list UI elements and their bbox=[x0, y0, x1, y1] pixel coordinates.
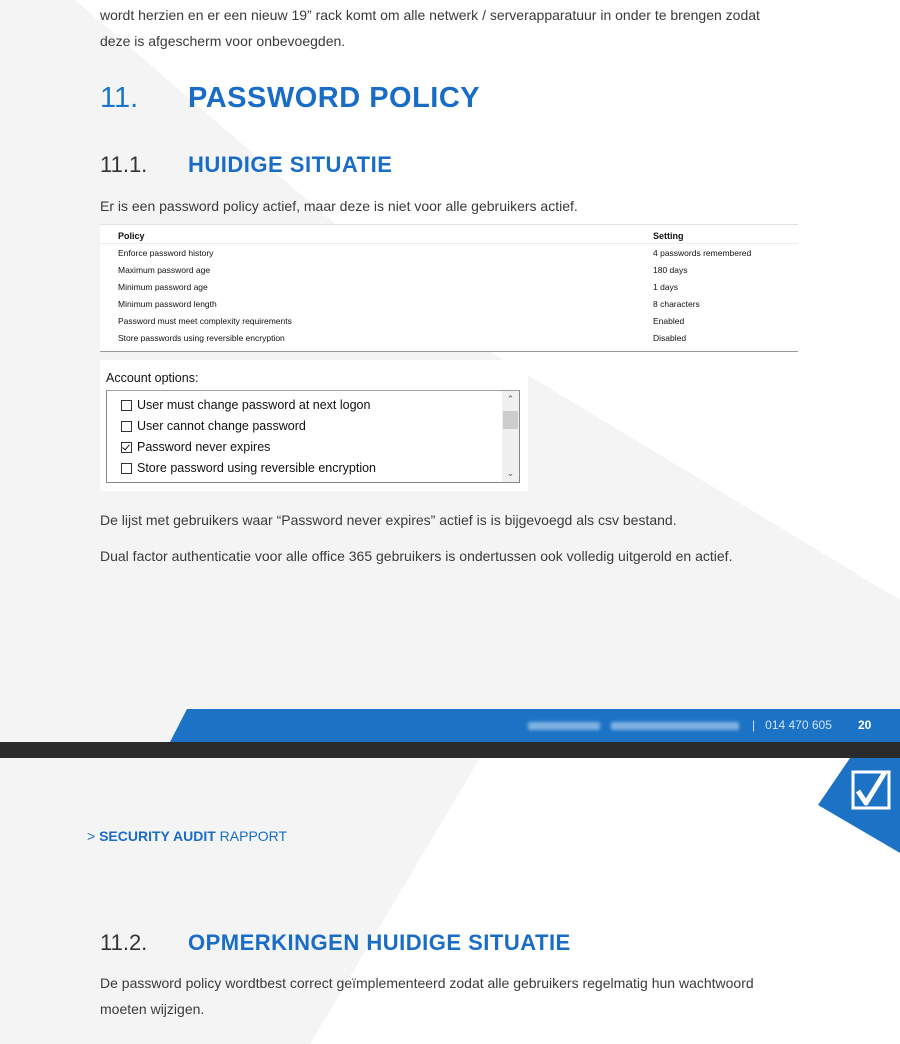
breadcrumb-strong: SECURITY AUDIT bbox=[99, 828, 216, 844]
chevron-down-icon[interactable]: ⌄ bbox=[506, 468, 515, 478]
table-row bbox=[100, 248, 798, 265]
account-options-list[interactable] bbox=[106, 390, 520, 483]
policy-name: Minimum password length bbox=[118, 299, 217, 309]
redacted-text bbox=[611, 722, 739, 730]
paragraph-line-1: De password policy wordtbest correct geïmplementeerd zodat alle gebruikers regelmatig hun wachtwoord bbox=[100, 975, 754, 991]
policy-setting: Enabled bbox=[653, 316, 685, 326]
section-title: PASSWORD POLICY bbox=[188, 82, 481, 114]
subsection-number: 11.1. bbox=[100, 152, 148, 177]
page-gap bbox=[0, 742, 900, 758]
policy-name: Store passwords using reversible encryption bbox=[118, 333, 285, 343]
lead-paragraph: Er is een password policy actief, maar deze is niet voor alle gebruikers actief. bbox=[100, 198, 578, 214]
header-divider bbox=[100, 243, 798, 244]
scrollbar[interactable] bbox=[502, 391, 519, 482]
checkbox[interactable] bbox=[121, 421, 132, 432]
table-row bbox=[100, 299, 798, 316]
footer-phone: 014 470 605 bbox=[765, 718, 832, 732]
intro-text-line-1: wordt herzien en er een nieuw 19” rack komt om alle netwerk / serverapparatuur in onder te brengen zodat bbox=[100, 7, 760, 23]
subsection-title: HUIDIGE SITUATIE bbox=[188, 152, 393, 177]
section-heading bbox=[100, 82, 480, 115]
option-label: User cannot change password bbox=[137, 419, 306, 433]
intro-text-line-2: deze is afgescherm voor onbevoegden. bbox=[100, 33, 346, 49]
option-label: User must change password at next logon bbox=[137, 398, 371, 412]
chevron-up-icon[interactable]: ⌃ bbox=[506, 394, 515, 404]
option-must-change-password[interactable] bbox=[121, 395, 370, 415]
account-options-label: Account options: bbox=[106, 371, 199, 385]
subsection-heading bbox=[100, 152, 392, 178]
option-label: Store password using reversible encryption bbox=[137, 461, 377, 475]
policy-column-header: Policy bbox=[118, 231, 145, 241]
account-options-panel bbox=[100, 360, 528, 491]
page-number: 20 bbox=[858, 718, 872, 732]
setting-column-header: Setting bbox=[653, 231, 684, 241]
table-row bbox=[100, 316, 798, 333]
option-reversible-encryption[interactable] bbox=[121, 458, 376, 478]
breadcrumb-rest: RAPPORT bbox=[219, 828, 288, 844]
breadcrumb bbox=[87, 828, 287, 844]
page-21 bbox=[0, 758, 900, 1044]
subsection-heading bbox=[100, 930, 571, 956]
table-row bbox=[100, 282, 798, 299]
policy-name: Maximum password age bbox=[118, 265, 211, 275]
policy-table bbox=[100, 224, 798, 352]
policy-name: Minimum password age bbox=[118, 282, 208, 292]
paragraph-line-2: moeten wijzigen. bbox=[100, 1001, 205, 1017]
policy-setting: 1 days bbox=[653, 282, 679, 292]
policy-setting: 4 passwords remembered bbox=[653, 248, 752, 258]
scrollbar-thumb[interactable] bbox=[503, 411, 518, 429]
paragraph-csv: De lijst met gebruikers waar “Password never expires” actief is is bijgevoegd als csv bestand. bbox=[100, 512, 677, 528]
policy-setting: 8 characters bbox=[653, 299, 700, 309]
policy-setting: Disabled bbox=[653, 333, 687, 343]
redacted-text bbox=[528, 722, 600, 730]
table-row bbox=[100, 333, 798, 350]
checkbox[interactable] bbox=[121, 400, 132, 411]
table-row bbox=[100, 265, 798, 282]
subsection-title: OPMERKINGEN HUIDIGE SITUATIE bbox=[188, 930, 571, 955]
paragraph-dual-factor: Dual factor authenticatie voor alle office 365 gebruikers is ondertussen ook volledig uitgerold en actief. bbox=[100, 548, 733, 564]
checkbox-checked[interactable] bbox=[121, 442, 132, 453]
option-cannot-change-password[interactable] bbox=[121, 416, 306, 436]
footer-separator: | bbox=[752, 718, 756, 732]
section-number: 11. bbox=[100, 82, 139, 114]
policy-name: Password must meet complexity requirements bbox=[118, 316, 292, 326]
option-password-never-expires[interactable] bbox=[121, 437, 270, 457]
checkbox[interactable] bbox=[121, 463, 132, 474]
logo bbox=[815, 758, 900, 854]
breadcrumb-arrow: > bbox=[87, 828, 96, 844]
footer-company-redacted bbox=[528, 709, 739, 742]
footer-contact bbox=[752, 709, 832, 742]
policy-setting: 180 days bbox=[653, 265, 688, 275]
subsection-number: 11.2. bbox=[100, 930, 148, 955]
option-label: Password never expires bbox=[137, 440, 271, 454]
policy-name: Enforce password history bbox=[118, 248, 214, 258]
